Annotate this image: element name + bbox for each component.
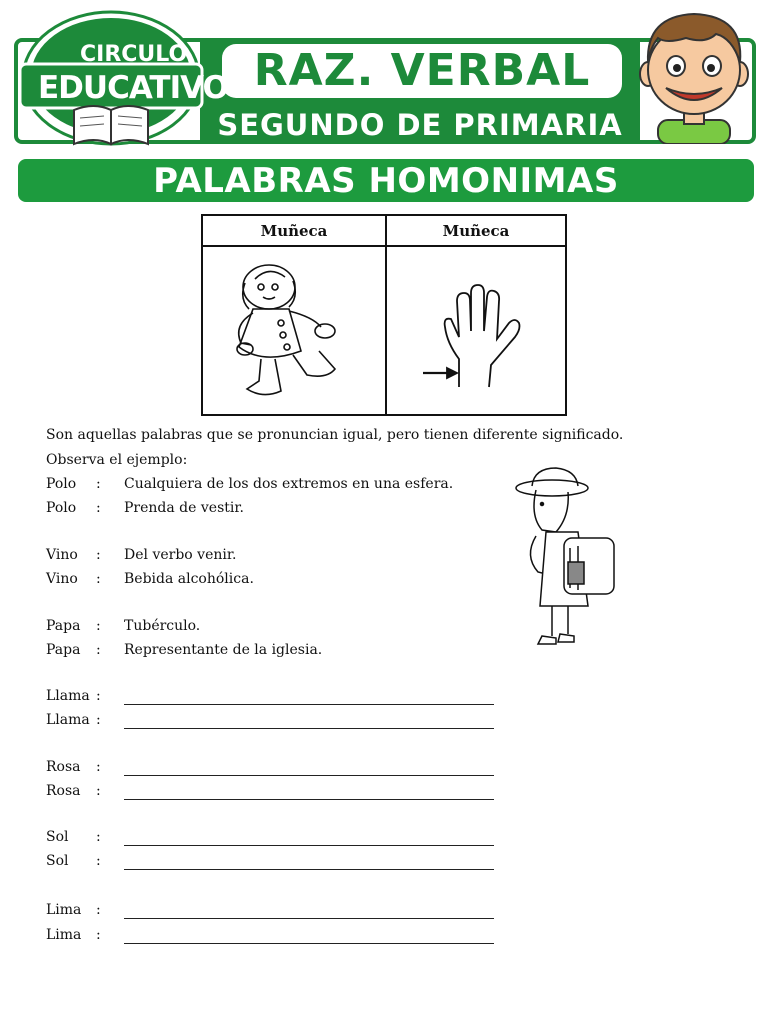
exercise-word: Lima [46, 927, 82, 943]
page-title: PALABRAS HOMONIMAS [18, 159, 754, 202]
boy-face-icon [636, 8, 752, 144]
exercise-colon: : [96, 927, 101, 943]
example-header-wrist: Muñeca [387, 216, 565, 247]
answer-line[interactable] [124, 775, 494, 776]
answer-line[interactable] [124, 728, 494, 729]
example-meaning: Del verbo venir. [124, 547, 237, 563]
example-meaning: Cualquiera de los dos extremos en una esfera. [124, 476, 454, 492]
answer-line[interactable] [124, 704, 494, 705]
logo-text-educativo: EDUCATIVO [38, 70, 228, 106]
exercise-colon: : [96, 712, 101, 728]
example-word: Vino [46, 547, 78, 563]
answer-line[interactable] [124, 943, 494, 944]
hand-icon [387, 247, 565, 414]
example-colon: : [96, 547, 101, 563]
example-word: Papa [46, 642, 81, 658]
example-meaning: Representante de la iglesia. [124, 642, 323, 658]
logo-text-circulo: CIRCULO [80, 42, 188, 67]
answer-line[interactable] [124, 918, 494, 919]
definition-text: Son aquellas palabras que se pronuncian igual, pero tienen diferente significado. [46, 427, 624, 443]
example-word: Polo [46, 500, 77, 516]
exercise-word: Rosa [46, 759, 81, 775]
exercise-word: Sol [46, 853, 69, 869]
exercise-colon: : [96, 853, 101, 869]
exercise-word: Llama [46, 712, 90, 728]
exercise-colon: : [96, 829, 101, 845]
doll-icon [203, 247, 385, 414]
exercise-word: Sol [46, 829, 69, 845]
example-column-wrist [387, 216, 565, 414]
schoolgirl-icon [512, 466, 622, 662]
example-colon: : [96, 618, 101, 634]
example-word: Papa [46, 618, 81, 634]
boy-mascot-illustration [636, 8, 752, 144]
example-word: Vino [46, 571, 78, 587]
doll-illustration [203, 247, 385, 414]
answer-line[interactable] [124, 799, 494, 800]
example-colon: : [96, 500, 101, 516]
grade-title: SEGUNDO DE PRIMARIA [214, 106, 626, 142]
example-meaning: Bebida alcohólica. [124, 571, 254, 587]
example-header-doll: Muñeca [203, 216, 385, 247]
schoolgirl-illustration [512, 466, 622, 662]
exercise-colon: : [96, 783, 101, 799]
example-colon: : [96, 571, 101, 587]
example-colon: : [96, 476, 101, 492]
subject-title: RAZ. VERBAL [222, 44, 622, 98]
circulo-educativo-logo [16, 6, 228, 146]
exercise-word: Rosa [46, 783, 81, 799]
example-column-doll [203, 216, 387, 414]
observe-text: Observa el ejemplo: [46, 452, 188, 468]
exercise-word: Lima [46, 902, 82, 918]
example-meaning: Prenda de vestir. [124, 500, 244, 516]
answer-line[interactable] [124, 845, 494, 846]
hand-wrist-illustration [387, 247, 565, 414]
example-word: Polo [46, 476, 77, 492]
example-meaning: Tubérculo. [124, 618, 201, 634]
answer-line[interactable] [124, 869, 494, 870]
exercise-colon: : [96, 902, 101, 918]
example-colon: : [96, 642, 101, 658]
example-table [201, 214, 567, 416]
exercise-colon: : [96, 759, 101, 775]
exercise-colon: : [96, 688, 101, 704]
exercise-word: Llama [46, 688, 90, 704]
